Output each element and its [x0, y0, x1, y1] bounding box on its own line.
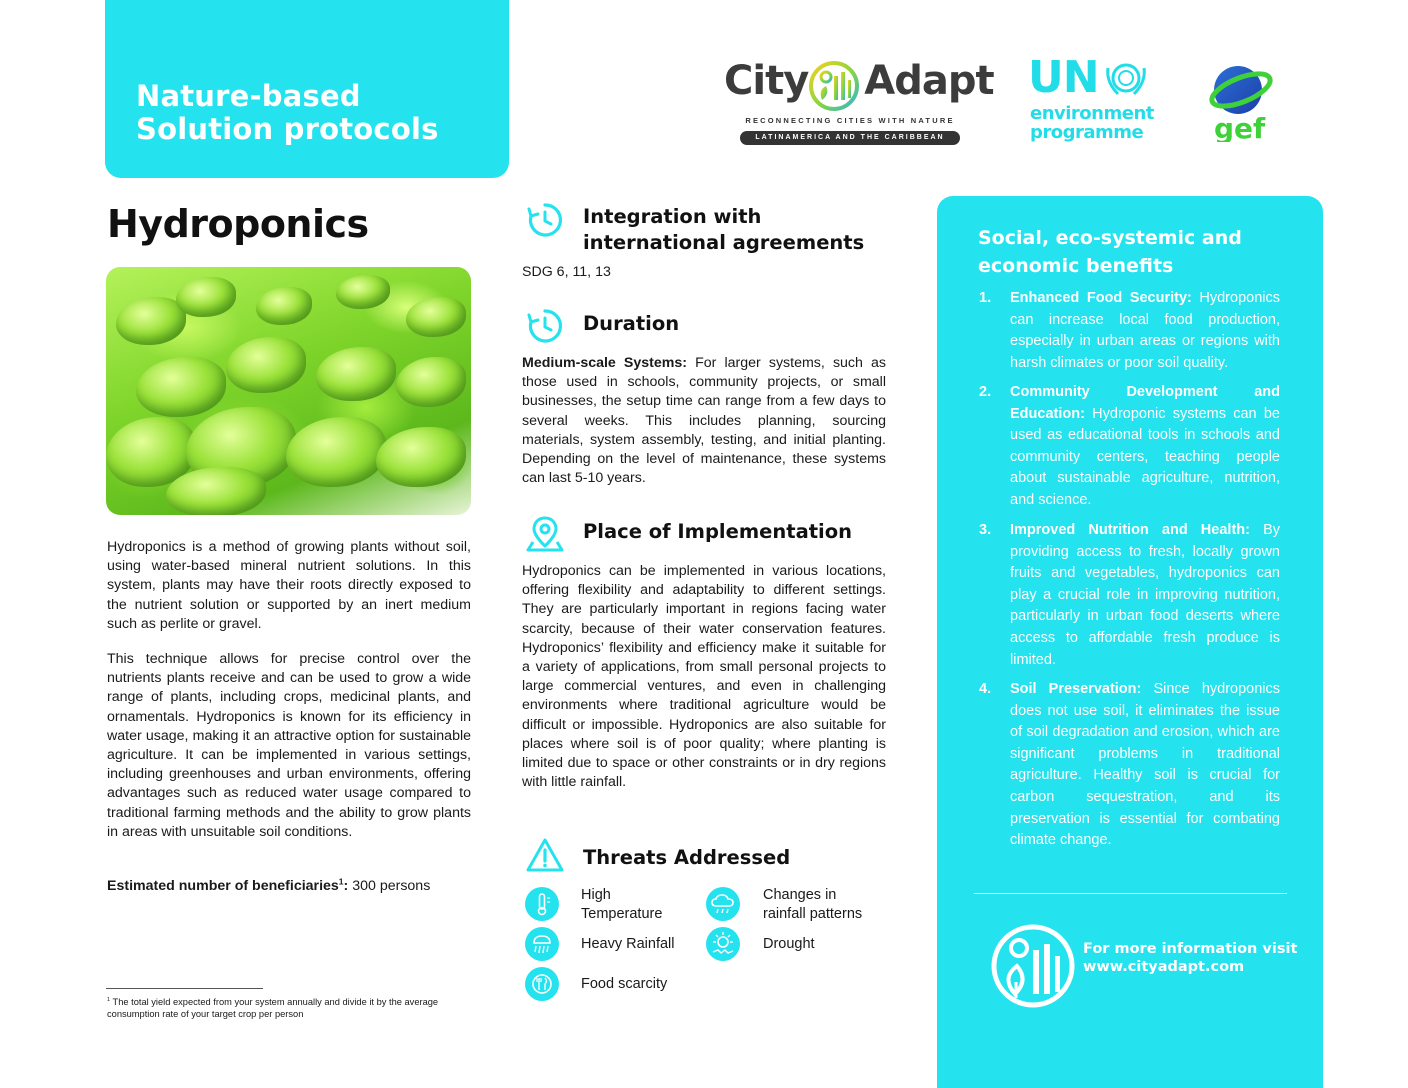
duration-heading: Duration: [583, 312, 680, 335]
un-subtitle: environment programme: [1030, 103, 1154, 143]
duration-text: Medium-scale Systems: For larger systems, such as those used in schools, community projects, or small businesses, the setup time can range from a few days to several weeks. This includes planning, sourcing materials, system assembly, testing, and initial planting. Depending on the level of maintenance, these systems can last 5-10 years.: [522, 355, 886, 487]
cityadapt-emblem-icon: [808, 60, 860, 112]
cityadapt-logo: City Adapt RECONNECTING CITIES WITH NATURE LATINAMERICA AND THE CARIBBEAN: [722, 58, 978, 150]
utensils-icon: [525, 967, 559, 1001]
map-pin-icon: [525, 514, 565, 554]
threat-heavy-rainfall: Heavy Rainfall: [581, 936, 675, 952]
hydroponics-photo: [106, 267, 471, 515]
integration-heading: Integration with international agreements: [583, 205, 865, 254]
un-environment-logo: UN environment programme: [1028, 52, 1154, 143]
place-text: Hydroponics can be implemented in various locations, offering flexibility and adaptability to different settings. They are particularly important in regions facing water scarcity, because of their water conservation features. Hydroponics’ flexibility and efficiency make it suitable for a variety of applications, from small personal projects to large commercial ventures, and even in challenging environments where traditional agriculture would be difficult or impossible. Hydroponics are also suitable for places where soil is of poor quality; where planting is limited due to space or other constraints or in dry regions with little rainfall.: [522, 563, 886, 791]
place-heading: Place of Implementation: [583, 520, 853, 543]
un-laurel-globe-icon: [1104, 58, 1148, 98]
website-link[interactable]: www.cityadapt.com: [1083, 959, 1245, 975]
beneficiaries: Estimated number of beneficiaries$^1$: 300 persons: [107, 876, 431, 894]
threat-food-scarcity: Food scarcity: [581, 976, 668, 992]
threat-rainfall-patterns: Changes in rainfall patterns: [763, 887, 863, 922]
benefits-panel: Social, eco-systemic and economic benefits 1. Enhanced Food Security: Hydroponics can increase local food production, especially in urban areas or regions with harsh climates or poor soil quality. 2. Community Development and Education: Hydroponic systems can be used as educational tools in schools and community centers, teaching people about sustainable agriculture, nutrition, and science. 3. Improved Nutrition and Health: By providing access to fresh, locally grown fruits and vegetables, hydroponics can play a crucial role in improving nutrition, particularly in urban food deserts where access to affordable fresh produce is limited. 4. Soil Preservation: Since hydroponics does not use soil, it eliminates the issue of soil degradation and erosion, which are significant problems in traditional agriculture. Healthy soil is crucial for carbon sequestration, and its preservation is essential for combating climate change. For more information visit www.cityadapt.com: [937, 196, 1323, 1088]
footnote: $^1$ The total yield expected from your system annually and divide it by the average consumption rate of your target crop per person: [107, 996, 439, 1019]
thermometer-icon: [525, 887, 559, 921]
threat-high-temperature: High Temperature: [581, 887, 663, 922]
threats-heading: Threats Addressed: [583, 846, 791, 869]
page-title: Hydroponics: [107, 202, 369, 246]
threat-drought: Drought: [763, 936, 815, 952]
intro-paragraph-2: This technique allows for precise control over the nutrients plants receive and can be used to grow a wide range of plants, including crops, medicinal plants, and ornamentals. Hydroponics is known for its efficiency in water usage, making it an attractive option for sustainable agriculture. It can be implemented in various settings, including greenhouses and urban environments, offering advantages such as reduced water usage compared to traditional farming methods and the ability to grow plants in areas with unsuitable soil conditions.: [107, 651, 471, 840]
integration-text: SDG 6, 11, 13: [522, 264, 611, 280]
svg-text:gef: gef: [1214, 112, 1266, 142]
clock-icon: [525, 200, 565, 240]
header-title: Nature-based Solution protocols: [136, 79, 439, 146]
sun-drought-icon: [706, 927, 740, 961]
cityadapt-wordmark: City Adapt: [724, 58, 994, 104]
header-banner: [105, 0, 509, 178]
gef-logo: [1208, 60, 1274, 142]
cityadapt-emblem-icon: [989, 922, 1077, 1010]
cloud-rain-icon: [706, 887, 740, 921]
clock-icon: [525, 306, 565, 346]
intro-paragraph-1: Hydroponics is a method of growing plants without soil, using water-based mineral nutrient solutions. In this system, plants may have their roots directly exposed to the nutrient solution or supported by an inert medium such as perlite or gravel.: [107, 539, 471, 632]
benefits-divider: [974, 893, 1287, 894]
heavy-rain-icon: [525, 927, 559, 961]
gef-emblem-icon: [1208, 60, 1274, 142]
warning-icon: [525, 836, 565, 876]
footnote-divider: [106, 988, 263, 989]
more-info: For more information visit www.cityadapt.com: [1083, 941, 1298, 975]
benefits-title: Social, eco-systemic and economic benefits: [978, 227, 1242, 277]
